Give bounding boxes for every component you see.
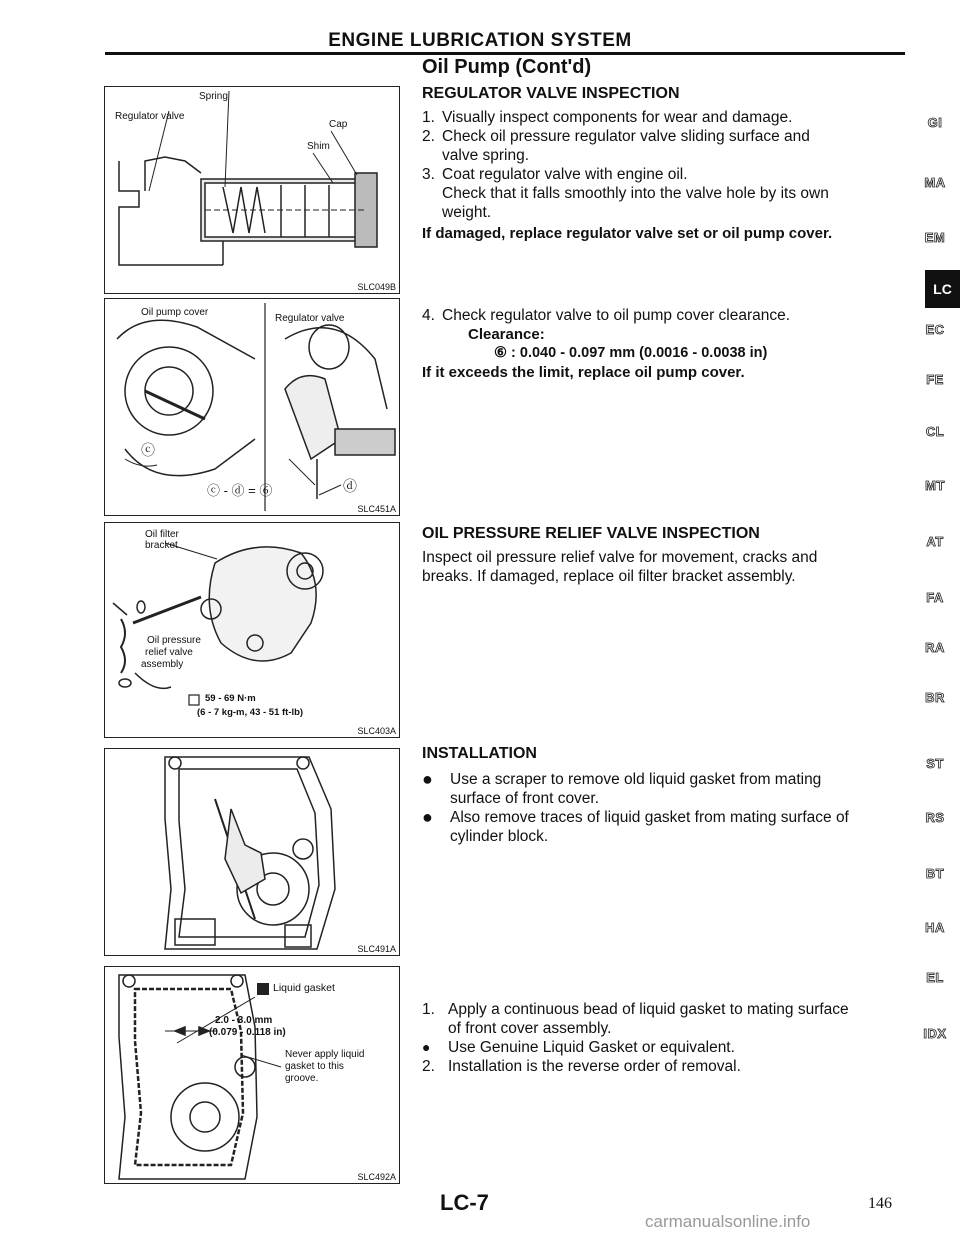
side-tab-ma[interactable]: MA — [924, 175, 946, 190]
figure-liquid-gasket — [104, 966, 400, 1184]
side-tab-idx[interactable]: IDX — [923, 1026, 947, 1041]
figure-id: SLC049B — [357, 282, 396, 292]
bullet-text: cylinder block. — [450, 828, 549, 845]
page-header-title: ENGINE LUBRICATION SYSTEM — [328, 30, 632, 51]
side-tab-cl[interactable]: CL — [925, 424, 945, 439]
page-number: 146 — [868, 1195, 892, 1212]
side-tab-ra[interactable]: RA — [925, 640, 945, 655]
bullet-text: surface of front cover. — [450, 790, 600, 807]
label-bead-width-in: (0.079 - 0.118 in) — [209, 1027, 286, 1038]
step-text: weight. — [442, 204, 492, 221]
side-tab-bt[interactable]: BT — [925, 866, 945, 881]
label-regulator-valve: Regulator valve — [275, 313, 345, 324]
label-spring: Spring — [199, 91, 228, 102]
relief-text — [422, 548, 912, 586]
side-tab-rs[interactable]: RS — [925, 810, 945, 825]
bullet-text: Use a scraper to remove old liquid gasket from mating — [450, 771, 822, 788]
step-text: Check that it falls smoothly into the valve hole by its own — [442, 185, 829, 202]
liquid-gasket-drawing — [105, 967, 399, 1183]
side-tab-ec[interactable]: EC — [925, 322, 945, 337]
figure-id: SLC492A — [357, 1172, 396, 1182]
regulator-warning: If damaged, replace regulator valve set or oil pump cover. — [422, 225, 833, 242]
bullet-icon: ● — [422, 807, 433, 827]
heading-installation: INSTALLATION — [422, 745, 537, 762]
step-number: 1. — [422, 109, 435, 126]
watermark: carmanualsonline.info — [645, 1212, 811, 1231]
installation-steps — [422, 1000, 912, 1076]
step-text: Check regulator valve to oil pump cover clearance. — [442, 307, 791, 324]
clearance-warning: If it exceeds the limit, replace oil pump cover. — [422, 364, 745, 381]
label-d-marker: ⓓ — [343, 478, 357, 494]
front-cover-drawing — [105, 749, 399, 955]
figure-id: SLC491A — [357, 944, 396, 954]
label-torque-nm: 59 - 69 N·m — [205, 693, 256, 704]
header-rule — [105, 52, 905, 55]
label-oil-pressure: Oil pressure — [147, 635, 201, 646]
label-oil-filter: Oil filter — [145, 529, 179, 540]
label-oil-pump-cover: Oil pump cover — [141, 307, 209, 318]
side-tab-st[interactable]: ST — [926, 756, 944, 771]
label-torque-imperial: (6 - 7 kg-m, 43 - 51 ft-lb) — [197, 707, 304, 718]
side-tab-fa[interactable]: FA — [926, 590, 944, 605]
label-assembly: assembly — [141, 659, 184, 670]
label-regulator-valve: Regulator valve — [115, 111, 185, 122]
clearance-block — [422, 306, 912, 382]
side-tab-em[interactable]: EM — [924, 230, 946, 245]
page-label: LC-7 — [440, 1190, 489, 1215]
label-bead-width-mm: 2.0 - 3.0 mm — [215, 1015, 273, 1026]
side-tab-mt[interactable]: MT — [925, 478, 945, 493]
heading-regulator-valve-inspection: REGULATOR VALVE INSPECTION — [422, 85, 680, 102]
label-c-marker: ⓒ — [141, 442, 155, 458]
step-text: Check oil pressure regulator valve sliding surface and — [442, 128, 810, 145]
label-liquid-gasket: Liquid gasket — [273, 982, 335, 994]
label-shim: Shim — [307, 141, 330, 152]
installation-bullets — [422, 770, 912, 846]
step-text: Apply a continuous bead of liquid gasket to mating surface — [448, 1001, 849, 1018]
step-number: 2. — [422, 1058, 435, 1075]
step-number: 4. — [422, 307, 435, 324]
step-text: Installation is the reverse order of removal. — [448, 1058, 741, 1075]
label-never-apply-3: groove. — [285, 1073, 319, 1084]
side-tab-ha[interactable]: HA — [925, 920, 945, 935]
side-tab-br[interactable]: BR — [925, 690, 945, 705]
figure-regulator-valve — [104, 86, 400, 294]
heading-relief-valve-inspection: OIL PRESSURE RELIEF VALVE INSPECTION — [422, 525, 760, 542]
label-relief-valve: relief valve — [145, 647, 193, 658]
bullet-icon: ● — [422, 1039, 431, 1055]
step-number: 1. — [422, 1001, 435, 1018]
relief-line: breaks. If damaged, replace oil filter bracket assembly. — [422, 568, 796, 585]
relief-line: Inspect oil pressure relief valve for movement, cracks and — [422, 549, 818, 566]
clearance-label: Clearance: — [468, 326, 545, 343]
side-tab-gi[interactable]: GI — [927, 115, 943, 130]
side-tab-lc-active[interactable]: LC — [925, 270, 960, 308]
side-tab-at[interactable]: AT — [926, 534, 944, 549]
step-text: Use Genuine Liquid Gasket or equivalent. — [448, 1039, 735, 1056]
oil-filter-bracket-drawing — [105, 523, 399, 737]
step-number: 3. — [422, 166, 435, 183]
step-number: 2. — [422, 128, 435, 145]
section-title: Oil Pump (Cont'd) — [422, 56, 592, 78]
figure-front-cover-scraper — [104, 748, 400, 956]
figure-id: SLC451A — [357, 504, 396, 514]
figure-clearance-measurement — [104, 298, 400, 516]
step-text: of front cover assembly. — [448, 1020, 612, 1037]
regulator-steps — [422, 108, 912, 243]
bullet-text: Also remove traces of liquid gasket from mating surface of — [450, 809, 849, 826]
clearance-value: ⑥ : 0.040 - 0.097 mm (0.0016 - 0.0038 in) — [494, 345, 768, 361]
label-cap: Cap — [329, 119, 348, 130]
step-text: Visually inspect components for wear and damage. — [442, 109, 793, 126]
label-formula: ⓒ - ⓓ = ⑥ — [207, 483, 273, 498]
figure-id: SLC403A — [357, 726, 396, 736]
label-never-apply-2: gasket to this — [285, 1061, 344, 1072]
step-text: Coat regulator valve with engine oil. — [442, 166, 688, 183]
label-bracket: bracket — [145, 540, 178, 551]
side-tab-fe[interactable]: FE — [926, 372, 944, 387]
figure-oil-filter-bracket — [104, 522, 400, 738]
bullet-icon: ● — [422, 769, 433, 789]
step-text: valve spring. — [442, 147, 530, 164]
label-never-apply-1: Never apply liquid — [285, 1049, 365, 1060]
side-tab-el[interactable]: EL — [926, 970, 944, 985]
